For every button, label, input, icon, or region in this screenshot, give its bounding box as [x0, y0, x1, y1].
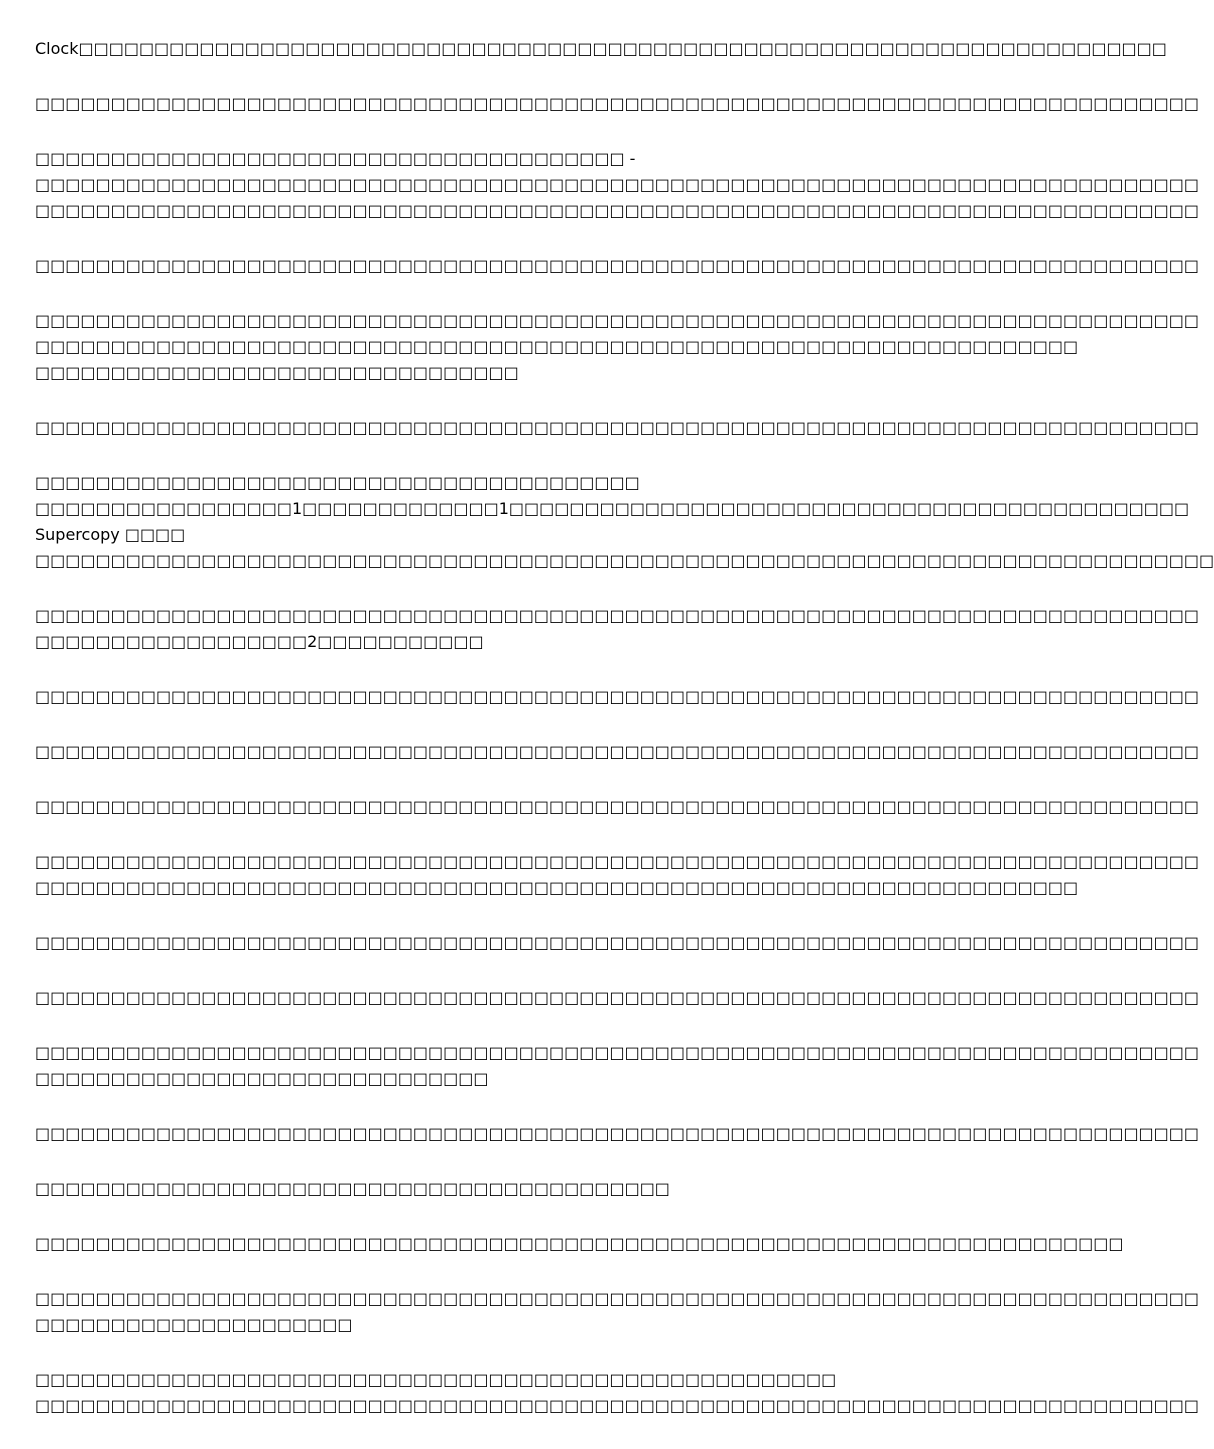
text-line: □□□□□□□□□□□□□□□□□□□□□□□□□□□□□□□□□□□□□□□□□□□□□□□□□□□□□□□□□□□□□□□□□□□□□□□□□□□□□ [35, 94, 1200, 113]
text-line: □□□□□□□□□□□□□□□□□□□□□□□□□□□□□□□□□□□□□□□□□□□□□□□□□□□□□□□□□□□□□□□□□□□□□ [35, 878, 1079, 897]
paragraph [35, 1367, 1200, 1419]
paragraph [35, 1176, 990, 1202]
text-line: □□□□□□□□□□□□□□□□□□□□□□□□□□□□□□□□ [35, 363, 519, 382]
paragraph [35, 1231, 1124, 1257]
text-line: □□□□□□□□□□□□□□□□□□□□□□□□□□□□□□□□□□□□□□□□ [35, 473, 640, 492]
text-line: □□□□□□□□□□□□□□□□□□□□□□□□□□□□□□□□□□□□□□□□□□□□□□□□□□□□□□□□□□□□□□□□□□□□□□□□□□□□□ [35, 201, 1200, 220]
text-line: □□□□□□□□□□□□□□□□□□□□□□□□□□□□□□□□□□□□□□□□□□□□□□□□□□□□□□□□□□□□□□□□□□□□□□□□□□□□□ [35, 1396, 1200, 1415]
paragraph [35, 1286, 1200, 1338]
text-line: □□□□□□□□□□□□□□□□□□□□□ [35, 1315, 353, 1334]
paragraph [35, 603, 1200, 655]
text-line: □□□□□□□□□□□□□□□□□□□□□□□□□□□□□□□□□□□□□□□□□□□□□□□□□□□□□□□□□□□□□□□□□□□□□□□□□□□□□ [35, 1289, 1200, 1308]
text-line: □□□□□□□□□□□□□□□□□□□□□□□□□□□□□□□□□□□□□□□□□□□□□□□□□□□□□□□□□□□□□□□□□□□□□□□□□□□□□ [35, 418, 1200, 437]
text-line: □□□□□□□□□□□□□□□□□□□□□□□□□□□□□□□□□□□□□□□□□□□□□□□□□□□□□□□□□□□□□□□□□□□□□□□□□□□□□ [35, 742, 1200, 761]
text-line: □□□□□□□□□□□□□□□□□□□□□□□□□□□□□□□□□□□□□□□□□□□□□□□□□□□□□ [35, 1370, 837, 1389]
paragraph [35, 1121, 1200, 1147]
text-line: □□□□□□□□□□□□□□□□□□□□□□□□□□□□□□□□□□□□□□□□□□□□□□□□□□□□□□□□□□□□□□□□□□□□□□□□□□□□□ [35, 175, 1200, 194]
text-line: □□□□□□□□□□□□□□□□□□□□□□□□□□□□□□□□□□□□□□□□□□□□□□□□□□□□□□□□□□□□□□□□□□□□□□□□□□□□□ [35, 606, 1200, 625]
paragraph [35, 253, 1200, 279]
text-line: □□□□□□□□□□□□□□□□□□□□□□□□□□□□□□□□□□□□□□□□□□□□□□□□□□□□□□□□□□□□□□□□□□□□□□□□□□□□□ [35, 1124, 1200, 1143]
text-line: Clock□□□□□□□□□□□□□□□□□□□□□□□□□□□□□□□□□□□□□□□□□□□□□□□□□□□□□□□□□□□□□□□□□□□□□□□□ [35, 39, 1167, 58]
paragraph [35, 849, 1200, 901]
paragraph [35, 415, 1200, 441]
text-line: □□□□□□□□□□□□□□□□□□□□□□□□□□□□□□□□□□□□□□□ - [35, 149, 636, 168]
document-body [35, 36, 1214, 1448]
text-line: □□□□□□□□□□□□□□□□□□□□□□□□□□□□□□□□□□□□□□□□□□□□□□□□□□□□□□□□□□□□□□□□□□□□□□□□□□□□□ [35, 311, 1200, 330]
paragraph [35, 1040, 1200, 1092]
paragraph [35, 146, 1200, 224]
paragraph [35, 739, 1200, 765]
paragraph [35, 930, 1200, 956]
text-line: □□□□□□□□□□□□□□□□□□□□□□□□□□□□□□□□□□□□□□□□□□□□□□□□□□□□□□□□□□□□□□□□□□□□□□□□□□□□□□ [35, 551, 1214, 570]
text-line: Supercopy □□□□ [35, 525, 186, 544]
text-line: □□□□□□□□□□□□□□□□□□□□□□□□□□□□□□□□□□□□□□□□□□□□□□□□□□□□□□□□□□□□□□□□□□□□□□□□□□□□□ [35, 687, 1200, 706]
paragraph [35, 684, 1200, 710]
paragraph [35, 985, 1200, 1011]
paragraph [35, 470, 1214, 574]
text-line: □□□□□□□□□□□□□□□□□□□□□□□□□□□□□□□□□□□□□□□□□□□□□□□□□□□□□□□□□□□□□□□□□□□□□□□□□□□□□ [35, 256, 1200, 275]
paragraph [35, 794, 1200, 820]
text-line: □□□□□□□□□□□□□□□□□□□□□□□□□□□□□□□□□□□□□□□□□□□□□□□□□□□□□□□□□□□□□□□□□□□□□□□□ [35, 1234, 1124, 1253]
text-line: □□□□□□□□□□□□□□□□□□2□□□□□□□□□□□ [35, 632, 484, 651]
text-line: □□□□□□□□□□□□□□□□□□□□□□□□□□□□□□□□□□□□□□□□□□□□□□□□□□□□□□□□□□□□□□□□□□□□□□□□□□□□□ [35, 988, 1200, 1007]
paragraph [35, 36, 1167, 62]
text-line: □□□□□□□□□□□□□□□□□□□□□□□□□□□□□□□□□□□□□□□□□□□□□□□□□□□□□□□□□□□□□□□□□□□□□□□□□□□□□ [35, 852, 1200, 871]
text-line: □□□□□□□□□□□□□□□□□□□□□□□□□□□□□□□□□□□□□□□□□□□□□□□□□□□□□□□□□□□□□□□□□□□□□□□□□□□□□ [35, 933, 1200, 952]
paragraph [35, 91, 1200, 117]
text-line: □□□□□□□□□□□□□□□□□1□□□□□□□□□□□□□1□□□□□□□□□□□□□□□□□□□□□□□□□□□□□□□□□□□□□□□□□□□□□ [35, 499, 1190, 518]
text-line: □□□□□□□□□□□□□□□□□□□□□□□□□□□□□□□□□□□□□□□□□□□□□□□□□□□□□□□□□□□□□□□□□□□□□ [35, 337, 1079, 356]
text-line: □□□□□□□□□□□□□□□□□□□□□□□□□□□□□□ [35, 1069, 489, 1088]
text-line: □□□□□□□□□□□□□□□□□□□□□□□□□□□□□□□□□□□□□□□□□□□□□□□□□□□□□□□□□□□□□□□□□□□□□□□□□□□□□ [35, 1043, 1200, 1062]
text-line: □□□□□□□□□□□□□□□□□□□□□□□□□□□□□□□□□□□□□□□□□□□□□□□□□□□□□□□□□□□□□□□□□□□□□□□□□□□□□ [35, 797, 1200, 816]
text-line: □□□□□□□□□□□□□□□□□□□□□□□□□□□□□□□□□□□□□□□□□□ [35, 1179, 670, 1198]
paragraph [35, 308, 1200, 386]
